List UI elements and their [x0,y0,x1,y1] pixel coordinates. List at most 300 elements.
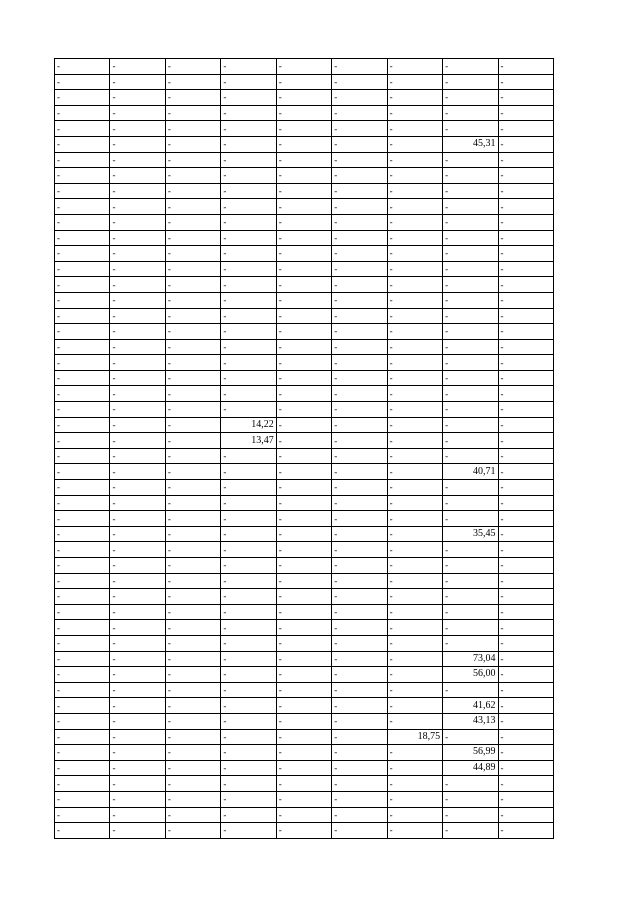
table-cell: - [387,59,442,75]
table-cell: - [110,308,165,324]
table-row [55,448,554,464]
table-cell: - [498,760,554,776]
table-cell: - [165,480,220,496]
table-row [55,339,554,355]
table-cell: - [387,152,442,168]
table-cell: - [55,136,110,152]
table-cell: - [332,589,387,605]
table-cell: - [165,573,220,589]
table-cell: - [387,480,442,496]
table-cell: - [221,90,276,106]
table-cell: - [55,121,110,137]
table-cell: - [110,480,165,496]
table-cell: - [221,324,276,340]
table-cell: - [55,105,110,121]
table-cell: - [221,308,276,324]
table-cell: - [387,386,442,402]
table-cell: - [443,402,498,418]
table-cell: - [55,277,110,293]
table-row [55,464,554,480]
table-cell: - [332,183,387,199]
table-cell: - [165,823,220,839]
table-cell: - [387,402,442,418]
table-cell: - [165,745,220,761]
table-cell: - [443,277,498,293]
table-cell: - [110,713,165,729]
table-cell: - [165,698,220,714]
table-cell: - [332,339,387,355]
table-cell: - [221,682,276,698]
table-cell: - [276,199,331,215]
table-cell: 14,22 [221,417,276,433]
table-cell: - [332,729,387,745]
table-cell: - [332,604,387,620]
table-cell: - [443,635,498,651]
table-cell: - [165,105,220,121]
table-cell: - [221,604,276,620]
table-cell: - [498,495,554,511]
table-cell: - [165,90,220,106]
table-cell: - [387,589,442,605]
table-body [55,59,554,839]
table-row [55,791,554,807]
table-cell: - [110,74,165,90]
table-cell: - [498,355,554,371]
table-cell: - [387,183,442,199]
table-cell: - [55,573,110,589]
table-cell: - [221,635,276,651]
table-cell: - [110,386,165,402]
table-cell: - [387,558,442,574]
table-cell: - [55,511,110,527]
table-cell: - [443,152,498,168]
table-cell: - [110,698,165,714]
table-cell: - [498,230,554,246]
table-row [55,370,554,386]
table-cell: - [165,246,220,262]
table-cell: - [443,620,498,636]
table-cell: - [221,729,276,745]
table-row [55,277,554,293]
table-cell: - [110,682,165,698]
table-cell: - [165,261,220,277]
table-cell: - [387,355,442,371]
table-cell: - [221,480,276,496]
table-cell: - [443,168,498,184]
table-cell: - [498,604,554,620]
table-cell: - [110,542,165,558]
table-cell: - [498,105,554,121]
table-cell: 40,71 [443,464,498,480]
table-cell: - [165,277,220,293]
table-cell: - [165,464,220,480]
table-cell: - [165,386,220,402]
table-cell: - [276,152,331,168]
table-cell: - [55,558,110,574]
table-cell: - [498,480,554,496]
table-cell: - [498,589,554,605]
table-cell: - [276,386,331,402]
table-cell: - [110,635,165,651]
table-row [55,292,554,308]
table-cell: - [498,121,554,137]
table-cell: - [221,448,276,464]
table-cell: - [221,464,276,480]
table-cell: - [110,620,165,636]
table-cell: - [498,136,554,152]
table-cell: - [443,604,498,620]
table-cell: - [221,183,276,199]
table-cell: - [55,168,110,184]
table-cell: - [443,230,498,246]
table-cell: - [110,355,165,371]
table-cell: - [498,776,554,792]
table-cell: - [55,667,110,683]
table-cell: - [165,682,220,698]
table-cell: - [55,776,110,792]
table-cell: - [221,526,276,542]
table-cell: - [498,292,554,308]
table-cell: - [498,698,554,714]
table-cell: - [387,635,442,651]
table-cell: - [110,199,165,215]
table-cell: - [332,760,387,776]
table-cell: - [221,791,276,807]
table-cell: - [443,480,498,496]
table-cell: - [387,667,442,683]
table-cell: - [332,277,387,293]
table-cell: - [498,791,554,807]
table-cell: - [55,713,110,729]
table-cell: - [165,526,220,542]
table-cell: - [387,214,442,230]
table-cell: - [276,776,331,792]
table-cell: - [110,433,165,449]
table-cell: - [55,90,110,106]
table-cell: - [332,370,387,386]
table-cell: - [276,355,331,371]
table-cell: - [332,433,387,449]
table-cell: - [55,74,110,90]
table-cell: - [276,635,331,651]
table-cell: - [110,183,165,199]
table-cell: - [387,682,442,698]
table-cell: - [165,604,220,620]
table-cell: - [110,402,165,418]
table-cell: - [110,105,165,121]
table-cell: - [110,230,165,246]
table-row [55,402,554,418]
table-cell: - [332,526,387,542]
table-row [55,199,554,215]
table-cell: - [55,448,110,464]
table-cell: - [498,386,554,402]
table-cell: - [55,402,110,418]
table-cell: - [443,246,498,262]
table-row [55,729,554,745]
table-cell: - [165,230,220,246]
table-cell: - [221,776,276,792]
table-cell: - [276,573,331,589]
table-cell: - [110,573,165,589]
table-cell: 45,31 [443,136,498,152]
table-cell: - [221,246,276,262]
table-cell: - [332,417,387,433]
table-cell: - [110,823,165,839]
table-cell: - [387,651,442,667]
table-cell: - [387,230,442,246]
table-cell: - [55,183,110,199]
table-cell: - [498,308,554,324]
table-cell: - [221,292,276,308]
table-cell: - [387,542,442,558]
table-cell: - [443,807,498,823]
table-cell: - [498,807,554,823]
table-cell: - [165,121,220,137]
table-cell: - [276,324,331,340]
table-cell: - [332,635,387,651]
table-cell: - [332,558,387,574]
table-cell: - [276,417,331,433]
table-cell: - [110,745,165,761]
table-row [55,573,554,589]
table-cell: - [55,246,110,262]
table-cell: - [55,417,110,433]
table-row [55,324,554,340]
table-cell: - [276,246,331,262]
table-cell: - [498,558,554,574]
table-cell: - [55,433,110,449]
table-cell: - [165,74,220,90]
table-cell: 43,13 [443,713,498,729]
table-cell: - [443,59,498,75]
table-cell: - [55,308,110,324]
table-cell: - [332,105,387,121]
table-row [55,589,554,605]
table-cell: - [55,698,110,714]
table-cell: - [443,682,498,698]
table-cell: - [110,495,165,511]
table-cell: - [165,355,220,371]
table-cell: - [276,745,331,761]
table-cell: - [276,90,331,106]
table-cell: - [276,713,331,729]
table-cell: - [276,402,331,418]
table-cell: - [443,74,498,90]
table-cell: - [55,635,110,651]
table-cell: - [55,152,110,168]
table-cell: - [443,292,498,308]
table-cell: - [221,277,276,293]
table-cell: - [110,464,165,480]
table-cell: - [332,698,387,714]
table-cell: - [165,199,220,215]
table-cell: - [498,74,554,90]
table-cell: - [387,713,442,729]
table-cell: - [387,168,442,184]
table-cell: - [55,589,110,605]
table-cell: - [55,261,110,277]
table-cell: - [55,324,110,340]
table-cell: - [110,277,165,293]
table-cell: - [165,402,220,418]
table-cell: - [110,760,165,776]
table-cell: - [387,308,442,324]
table-cell: - [165,168,220,184]
table-cell: - [276,105,331,121]
table-cell: - [110,729,165,745]
table-cell: - [387,199,442,215]
table-cell: 73,04 [443,651,498,667]
table-cell: - [387,277,442,293]
table-cell: - [332,199,387,215]
table-cell: - [498,823,554,839]
table-cell: - [165,339,220,355]
table-cell: - [332,168,387,184]
table-cell: - [165,729,220,745]
table-cell: - [443,105,498,121]
table-cell: - [387,136,442,152]
table-cell: - [332,324,387,340]
table-cell: - [165,776,220,792]
table-cell: - [498,651,554,667]
table-cell: - [387,495,442,511]
table-cell: - [110,589,165,605]
table-cell: - [387,760,442,776]
table-cell: - [221,214,276,230]
table-cell: - [332,823,387,839]
table-row [55,74,554,90]
table-cell: - [276,480,331,496]
table-cell: - [498,573,554,589]
table-row [55,230,554,246]
table-cell: - [276,604,331,620]
table-row [55,105,554,121]
table-cell: - [165,635,220,651]
table-cell: - [276,339,331,355]
table-cell: - [221,136,276,152]
table-cell: - [110,261,165,277]
table-cell: - [332,651,387,667]
table-cell: - [221,152,276,168]
table-cell: - [110,121,165,137]
table-cell: - [221,698,276,714]
table-cell: - [443,495,498,511]
table-cell: - [387,807,442,823]
table-cell: - [332,90,387,106]
table-cell: - [498,511,554,527]
table-cell: - [221,745,276,761]
table-cell: - [276,807,331,823]
table-row [55,136,554,152]
table-cell: - [276,308,331,324]
table-cell: - [443,261,498,277]
table-row [55,433,554,449]
table-cell: - [165,791,220,807]
table-cell: - [55,542,110,558]
table-cell: - [55,339,110,355]
table-cell: - [498,277,554,293]
table-cell: - [332,682,387,698]
table-cell: - [276,667,331,683]
table-cell: - [55,729,110,745]
table-cell: - [276,370,331,386]
table-cell: - [165,511,220,527]
table-cell: - [387,339,442,355]
table-row [55,495,554,511]
table-cell: - [387,417,442,433]
table-cell: - [443,355,498,371]
table-cell: - [276,59,331,75]
table-cell: - [332,791,387,807]
table-cell: - [55,791,110,807]
table-cell: - [387,90,442,106]
data-table [54,58,554,839]
table-cell: - [498,152,554,168]
table-cell: - [55,807,110,823]
table-row [55,682,554,698]
table-cell: - [332,745,387,761]
table-cell: - [110,651,165,667]
table-cell: - [110,339,165,355]
table-cell: - [221,823,276,839]
table-cell: - [276,651,331,667]
table-cell: - [276,791,331,807]
table-cell: - [165,760,220,776]
table-cell: - [443,791,498,807]
table-cell: - [110,168,165,184]
table-cell: - [276,448,331,464]
table-cell: - [221,386,276,402]
table-cell: - [332,246,387,262]
table-cell: - [221,651,276,667]
table-row [55,635,554,651]
table-cell: - [55,526,110,542]
table-cell: - [276,698,331,714]
table-cell: - [443,324,498,340]
table-cell: - [498,402,554,418]
table-cell: - [55,199,110,215]
table-cell: - [276,261,331,277]
table-cell: - [498,417,554,433]
table-cell: - [165,807,220,823]
table-row [55,698,554,714]
table-cell: - [165,59,220,75]
table-row [55,558,554,574]
table-cell: - [443,386,498,402]
table-row [55,604,554,620]
table-cell: - [443,558,498,574]
table-cell: - [498,214,554,230]
table-cell: - [165,308,220,324]
table-cell: - [165,448,220,464]
table-cell: 44,89 [443,760,498,776]
table-cell: - [165,620,220,636]
table-row [55,168,554,184]
table-cell: - [221,230,276,246]
table-cell: - [443,199,498,215]
table-cell: - [332,448,387,464]
table-cell: - [165,433,220,449]
table-cell: - [332,261,387,277]
table-cell: - [55,464,110,480]
table-cell: - [55,370,110,386]
table-cell: - [55,604,110,620]
table-cell: - [221,589,276,605]
table-cell: - [498,526,554,542]
table-row [55,667,554,683]
table-cell: - [443,90,498,106]
